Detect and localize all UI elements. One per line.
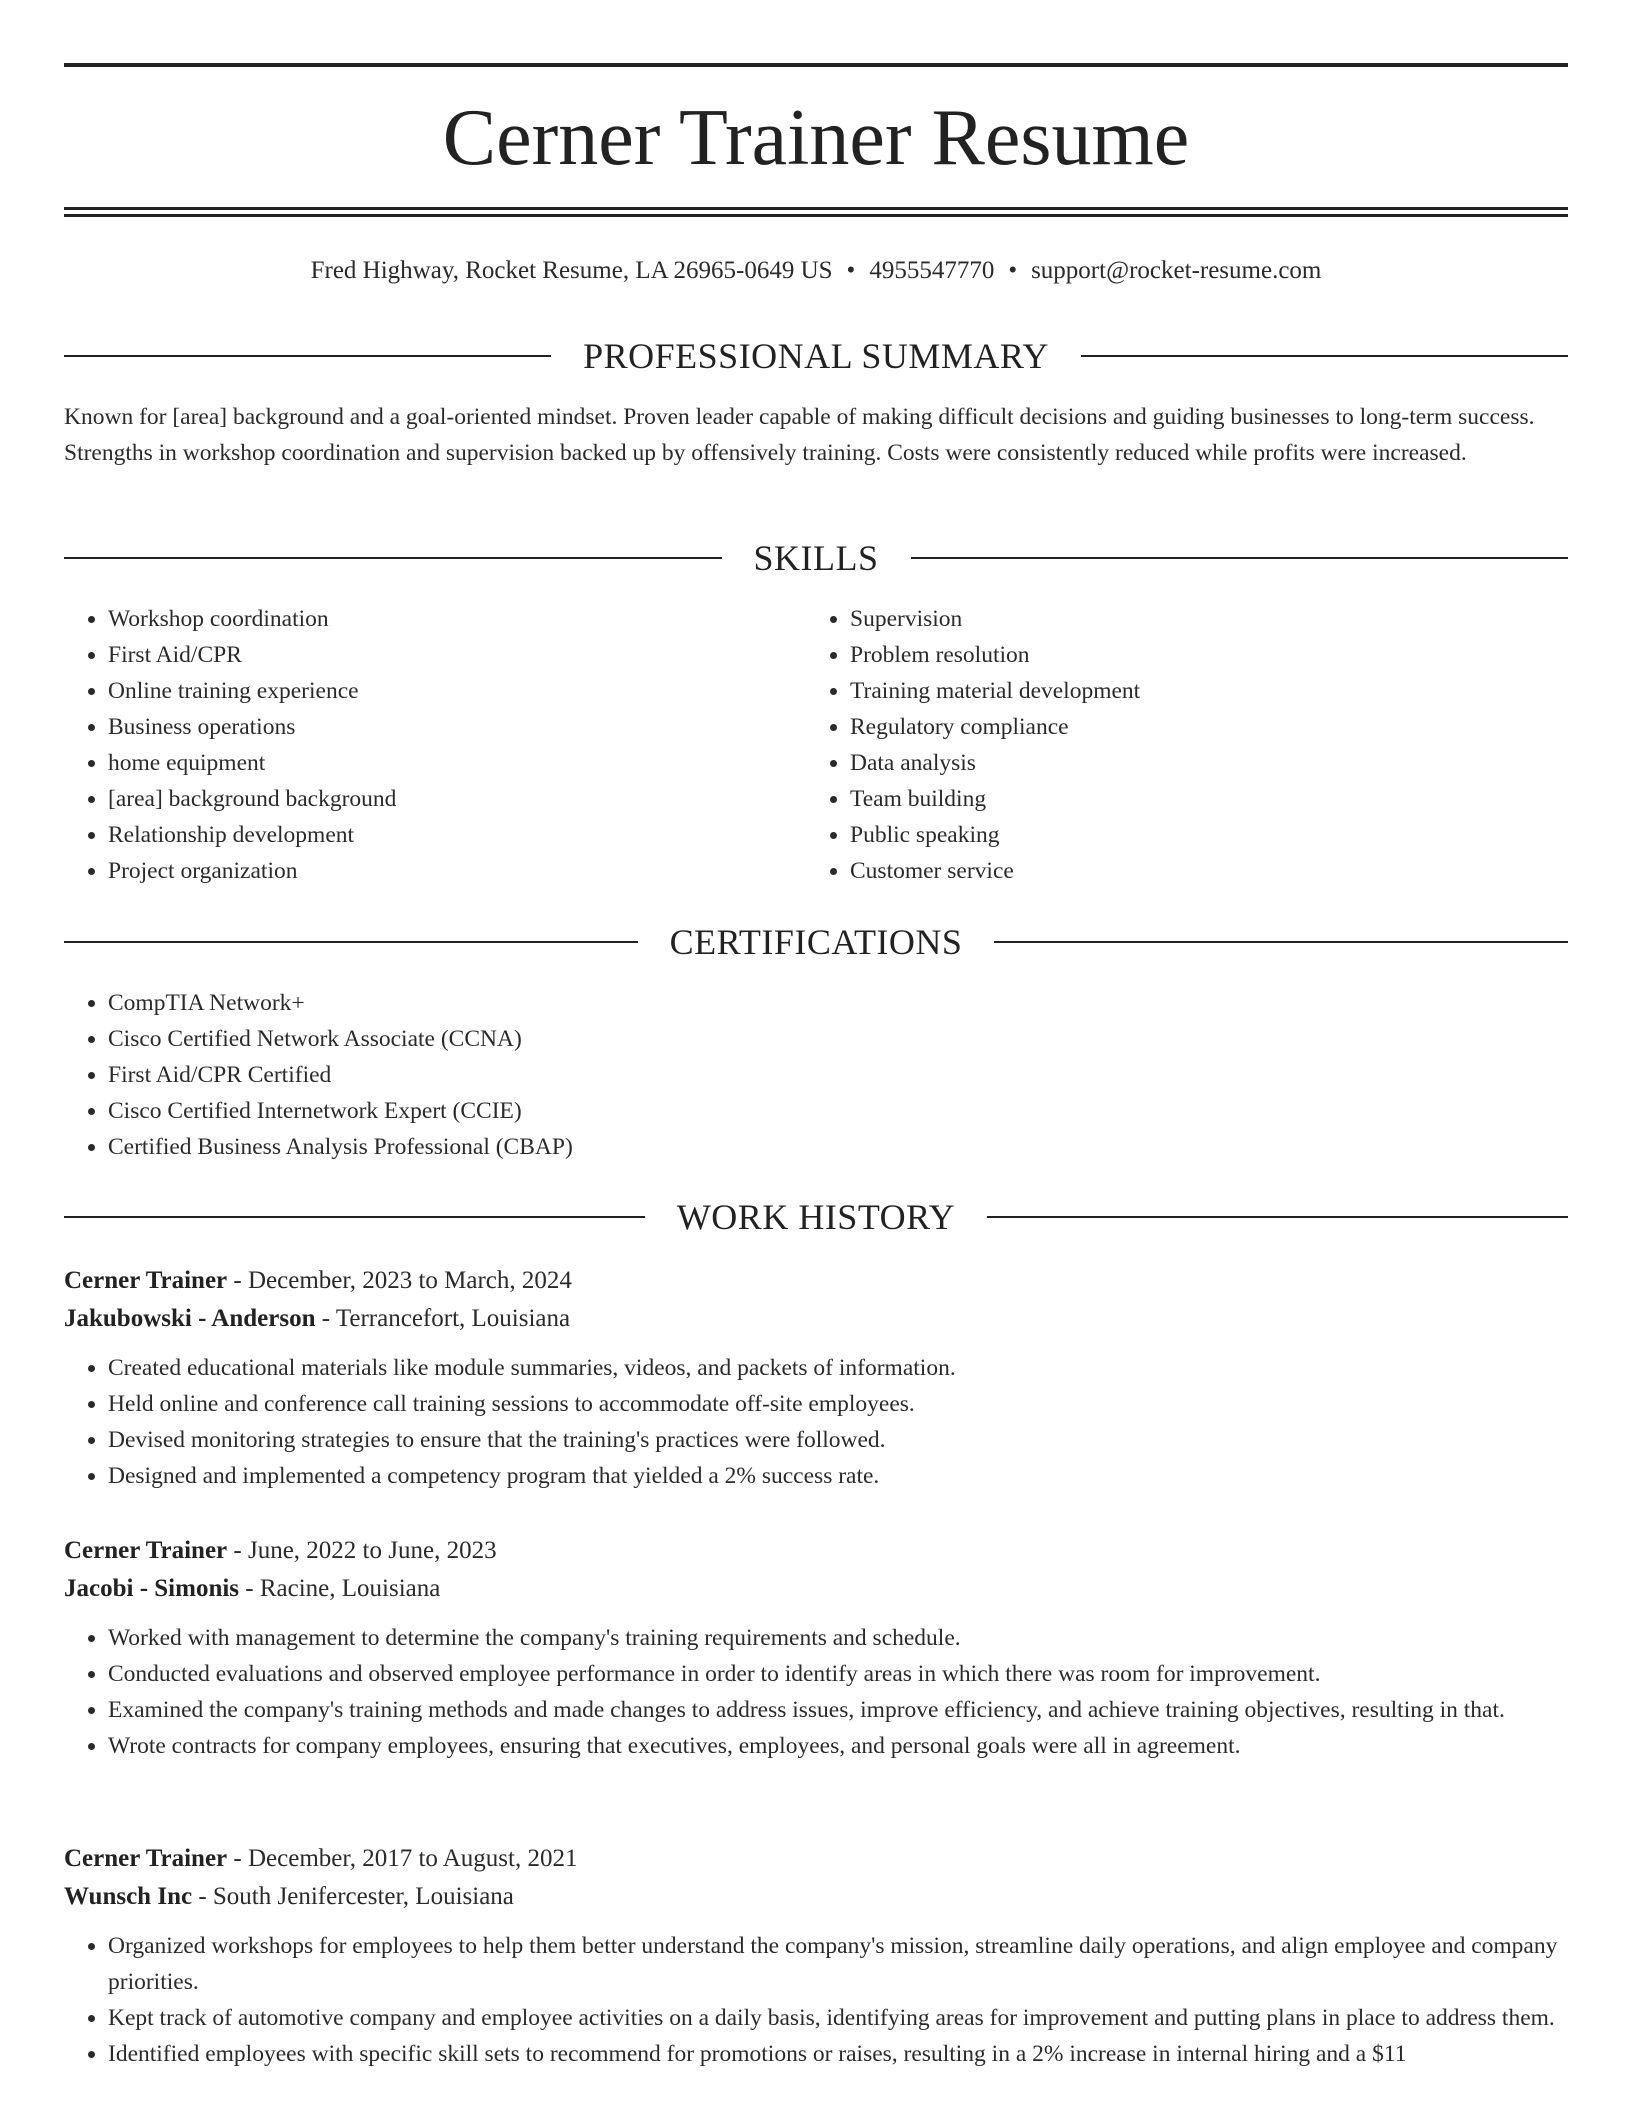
job-title: Cerner Trainer [64, 1267, 228, 1294]
job-duties-list [64, 1350, 1568, 1494]
resume-title: Cerner Trainer Resume [442, 94, 1190, 182]
certification-item: • Cisco Certified Internetwork Expert (CCIE) [108, 1093, 1568, 1129]
job-duty: • Wrote contracts for company employees, ensuring that executives, employees, and personal goals were all in agreement. [108, 1728, 1568, 1764]
skill-item: • First Aid/CPR [108, 637, 804, 673]
job-location: - South Jenifercester, Louisiana [192, 1883, 514, 1910]
skill-item: • Customer service [850, 853, 1546, 889]
heading-rule [1081, 355, 1568, 357]
certifications-heading-text: CERTIFICATIONS [669, 922, 963, 962]
job-dates: - December, 2017 to August, 2021 [227, 1845, 578, 1872]
skill-item: • home equipment [108, 745, 804, 781]
certifications-heading [64, 920, 1568, 964]
job-duty: • Conducted evaluations and observed employee performance in order to identify areas in which there was room for improvement. [108, 1656, 1568, 1692]
certification-item: • Cisco Certified Network Associate (CCNA) [108, 1021, 1568, 1057]
summary-heading-text: PROFESSIONAL SUMMARY [583, 336, 1049, 376]
heading-rule [64, 1216, 645, 1218]
job-duty: • Designed and implemented a competency program that yielded a 2% success rate. [108, 1458, 1568, 1494]
contact-phone: 4955547770 [869, 257, 995, 284]
certifications-list [64, 985, 1568, 1165]
job-duty: • Examined the company's training methods and made changes to address issues, improve efficiency, and achieve training objectives, resulting in that. [108, 1692, 1568, 1728]
skills-heading [64, 536, 1568, 580]
job-title: Cerner Trainer [64, 1537, 228, 1564]
job-duty: • Identified employees with specific skill sets to recommend for promotions or raises, resulting in a 2% increase in internal hiring and a $11 [108, 2036, 1568, 2072]
work-history-heading [64, 1195, 1568, 1239]
job-duty: • Devised monitoring strategies to ensure that the training's practices were followed. [108, 1422, 1568, 1458]
heading-rule [987, 1216, 1568, 1218]
skill-item: • Data analysis [850, 745, 1546, 781]
contact-separator: • [1008, 257, 1018, 284]
job-duties-list [64, 1928, 1568, 2072]
contact-address: Fred Highway, Rocket Resume, LA 26965-0649 US [310, 257, 833, 284]
job-location: - Terrancefort, Louisiana [315, 1305, 571, 1332]
summary-text: Known for [area] background and a goal-oriented mindset. Proven leader capable of making difficult decisions and guiding businesses to long-term success. Strengths in workshop coordination and supervision backed up by offensively training. Costs were consistently reduced while profits were increased. [64, 404, 1535, 466]
skill-item: • Supervision [850, 601, 1546, 637]
skill-item: • Problem resolution [850, 637, 1546, 673]
job-company: Jakubowski - Anderson [64, 1305, 316, 1332]
job-duty: • Worked with management to determine the company's training requirements and schedule. [108, 1620, 1568, 1656]
heading-rule [64, 941, 638, 943]
skills-right-list [806, 601, 1546, 889]
job-duty: • Organized workshops for employees to help them better understand the company's mission, streamline daily operations, and align employee and company priorities. [108, 1928, 1568, 2000]
skill-item: • Public speaking [850, 817, 1546, 853]
skills-left-list [64, 601, 804, 889]
heading-rule [994, 941, 1568, 943]
skill-item: • Training material development [850, 673, 1546, 709]
skill-item: • Workshop coordination [108, 601, 804, 637]
skill-item: • Regulatory compliance [850, 709, 1546, 745]
skills-right-column [806, 601, 1546, 889]
job-title-line [64, 1532, 1568, 1570]
certification-item: • CompTIA Network+ [108, 985, 1568, 1021]
job-duties-list [64, 1620, 1568, 1764]
contact-email: support@rocket-resume.com [1031, 257, 1322, 284]
heading-rule [64, 355, 551, 357]
skill-item: • [area] background background [108, 781, 804, 817]
skill-item: • Project organization [108, 853, 804, 889]
job-title-line [64, 1840, 1568, 1878]
skills-left-column [64, 601, 804, 889]
skill-item: • Relationship development [108, 817, 804, 853]
skill-item: • Team building [850, 781, 1546, 817]
job-title-line [64, 1262, 1568, 1300]
contact-line [64, 254, 1568, 288]
certifications-block [64, 985, 1568, 1165]
work-history-heading-text: WORK HISTORY [676, 1197, 956, 1237]
job-dates: - June, 2022 to June, 2023 [227, 1537, 497, 1564]
heading-rule [911, 557, 1569, 559]
skill-item: • Online training experience [108, 673, 804, 709]
contact-separator: • [846, 257, 856, 284]
top-rule [64, 63, 1568, 67]
job-company-line [64, 1300, 1568, 1338]
title-double-rule [64, 207, 1568, 217]
skill-item: • Business operations [108, 709, 804, 745]
skills-heading-text: SKILLS [753, 538, 879, 578]
job-entry [64, 1532, 1568, 1764]
job-company-line [64, 1570, 1568, 1608]
job-duty: • Created educational materials like module summaries, videos, and packets of information. [108, 1350, 1568, 1386]
job-entry [64, 1262, 1568, 1494]
heading-rule [64, 557, 722, 559]
job-company: Wunsch Inc [64, 1883, 193, 1910]
job-location: - Racine, Louisiana [239, 1575, 441, 1602]
job-duty: • Kept track of automotive company and employee activities on a daily basis, identifying areas for improvement and putting plans in place to address them. [108, 2000, 1568, 2036]
certification-item: • First Aid/CPR Certified [108, 1057, 1568, 1093]
job-company-line [64, 1878, 1568, 1916]
job-title: Cerner Trainer [64, 1845, 228, 1872]
job-entry [64, 1840, 1568, 2072]
job-duty: • Held online and conference call training sessions to accommodate off-site employees. [108, 1386, 1568, 1422]
job-company: Jacobi - Simonis [64, 1575, 240, 1602]
summary-heading [64, 334, 1568, 378]
job-dates: - December, 2023 to March, 2024 [227, 1267, 572, 1294]
certification-item: • Certified Business Analysis Professional (CBAP) [108, 1129, 1568, 1165]
